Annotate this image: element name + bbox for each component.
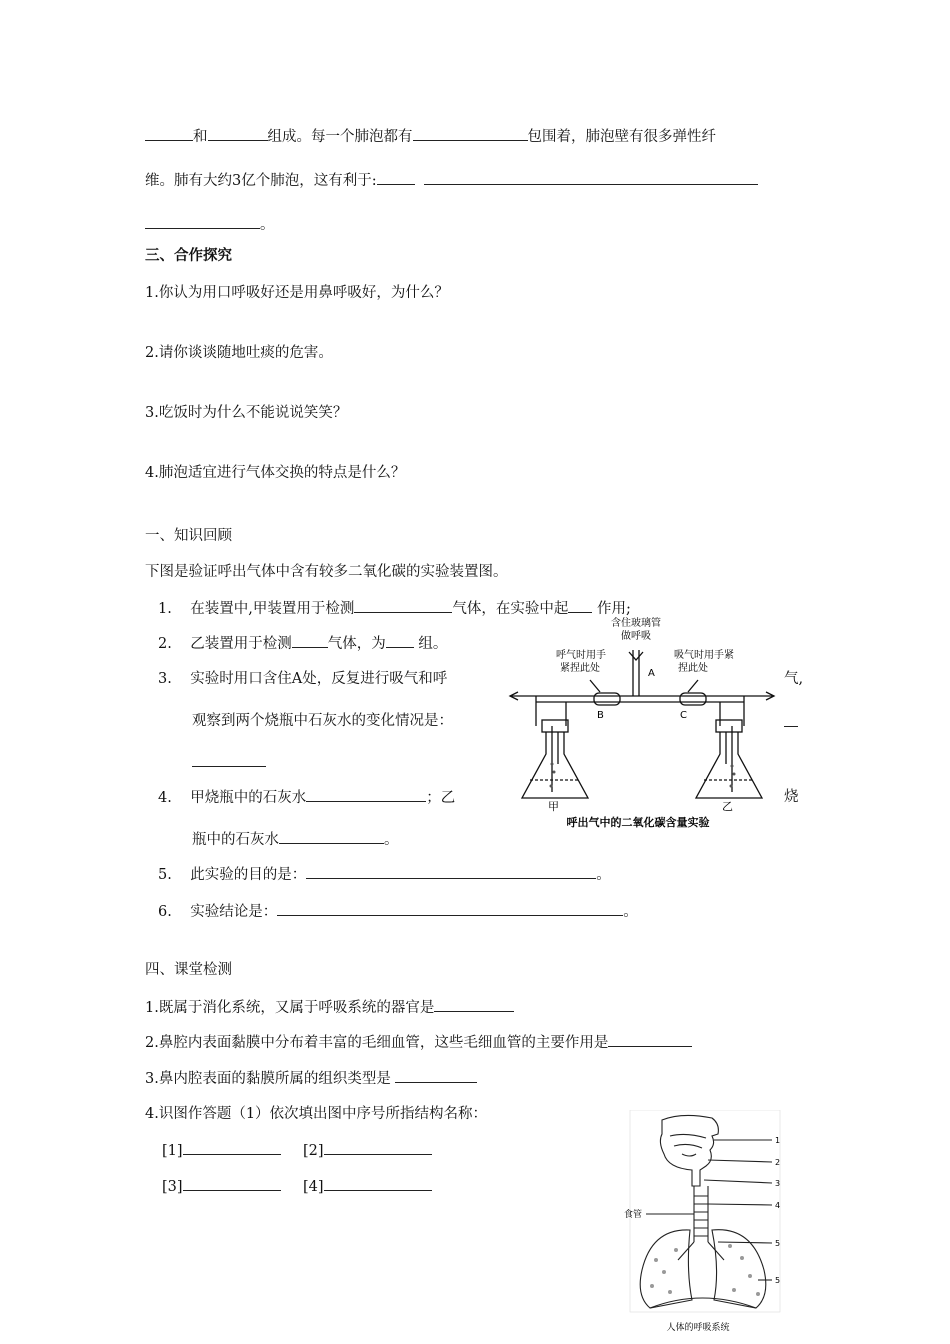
question-4: 4.肺泡适宜进行气体交换的特点是什么？: [145, 465, 406, 481]
text: 瓶中的石灰水: [192, 832, 279, 848]
item-3: [158, 669, 447, 689]
fig-label-jia: 甲: [548, 800, 559, 813]
fig-label-yi: 乙: [722, 800, 733, 813]
blank-row-2: [303, 1140, 432, 1161]
check-q3: [145, 1068, 477, 1089]
label-esophagus: 食管: [624, 1210, 643, 1220]
intro-line-1: [145, 126, 716, 147]
text: 组成。每一个肺泡都有: [267, 129, 413, 145]
text: 甲烧瓶中的石灰水: [190, 790, 307, 806]
blank[interactable]: [145, 126, 193, 141]
fig2-caption: 人体的呼吸系统: [666, 1323, 730, 1333]
fig-number-3: 3: [775, 1179, 781, 1188]
item-3-blank-row: [192, 752, 266, 773]
text: 。: [260, 217, 275, 233]
fig-label-right1: 吸气时用手紧: [674, 650, 734, 661]
blank[interactable]: [306, 787, 426, 802]
item-3-tail: 气,: [784, 671, 804, 687]
blank[interactable]: [145, 214, 260, 229]
fig-number-2: 2: [775, 1158, 781, 1167]
blank-row-3: [162, 1176, 281, 1197]
blank[interactable]: [413, 126, 528, 141]
item-number: 6.: [158, 904, 172, 920]
check-q2: [145, 1032, 692, 1053]
fig-label-left2: 紧捏此处: [560, 663, 600, 674]
text: 在装置中,甲装置用于检测: [190, 601, 355, 617]
text: 。: [623, 904, 638, 920]
fig-label-right2: 捏此处: [678, 663, 708, 674]
question-2: 2.请你谈谈随地吐痰的危害。: [145, 345, 333, 361]
blank[interactable]: [377, 170, 415, 185]
text: 气体，在实验中起: [452, 601, 569, 617]
item-number: 2.: [158, 636, 172, 652]
text: 3.鼻内腔表面的黏膜所属的组织类型是: [145, 1071, 391, 1087]
blank-row-4: [303, 1176, 432, 1197]
text: 1.既属于消化系统，又属于呼吸系统的器官是: [145, 1000, 435, 1016]
item-2: [158, 633, 447, 654]
text: 。: [596, 867, 611, 883]
blank[interactable]: [192, 752, 266, 767]
blank[interactable]: [279, 829, 384, 844]
respiratory-system-figure: [622, 1110, 792, 1338]
fig-label-c: C: [680, 710, 687, 721]
text: 2.鼻腔内表面黏膜中分布着丰富的毛细血管，这些毛细血管的主要作用是: [145, 1035, 609, 1051]
fig-label-top2: 做呼吸: [621, 631, 651, 642]
blank[interactable]: [208, 126, 268, 141]
fig-label-a: A: [648, 668, 655, 679]
label-4: [4]: [303, 1179, 324, 1195]
fig-label-top1: 含住玻璃管: [611, 618, 661, 629]
text: 维。肺有大约3亿个肺泡，这有利于:: [145, 173, 377, 189]
text: 乙装置用于检测: [190, 636, 292, 652]
blank[interactable]: [784, 712, 798, 727]
fig-label-b: B: [597, 710, 604, 721]
item-number: 3.: [158, 671, 172, 687]
intro-line-2: [145, 170, 758, 191]
text: ；乙: [426, 790, 456, 806]
text: 组。: [418, 636, 448, 652]
fig-number-5a: 5: [775, 1239, 781, 1248]
blank[interactable]: [292, 633, 328, 648]
co2-experiment-figure: [508, 614, 780, 830]
section-title-cooperative: 三、合作探究: [145, 247, 232, 264]
question-3: 3.吃饭时为什么不能说说笑笑？: [145, 405, 348, 421]
blank-3[interactable]: [183, 1176, 281, 1191]
check-q1: [145, 997, 514, 1018]
blank[interactable]: [434, 997, 514, 1012]
blank-1[interactable]: [183, 1140, 281, 1155]
text: 和: [193, 129, 208, 145]
fig-number-1: 1: [775, 1136, 781, 1145]
intro-line-3: [145, 214, 275, 235]
blank[interactable]: [395, 1068, 477, 1083]
blank[interactable]: [568, 598, 592, 613]
blank-4[interactable]: [324, 1176, 432, 1191]
blank[interactable]: [386, 633, 414, 648]
item-6: [158, 901, 638, 922]
blank-2[interactable]: [324, 1140, 432, 1155]
text: 。: [384, 832, 399, 848]
text: 包围着，肺泡壁有很多弹性纤: [527, 129, 716, 145]
fig-label-left1: 呼气时用手: [556, 650, 606, 661]
text: 实验结论是：: [190, 904, 278, 920]
fig-number-4: 4: [775, 1201, 781, 1210]
question-1: 1.你认为用口呼吸好还是用鼻呼吸好，为什么？: [145, 285, 449, 301]
blank[interactable]: [608, 1032, 692, 1047]
item-3-line-2: 观察到两个烧瓶中石灰水的变化情况是：: [192, 713, 453, 729]
section-title-review: 一、知识回顾: [145, 528, 232, 544]
item-5: [158, 864, 611, 885]
label-2: [2]: [303, 1143, 324, 1159]
blank-row-1: [162, 1140, 281, 1161]
blank[interactable]: [306, 864, 596, 879]
blank[interactable]: [277, 901, 623, 916]
item-number: 1.: [158, 601, 172, 617]
blank[interactable]: [424, 170, 758, 185]
item-number: 5.: [158, 867, 172, 883]
label-1: [1]: [162, 1143, 183, 1159]
item-4: [158, 787, 455, 808]
text: 气体，为: [327, 636, 386, 652]
fig-number-5b: 5: [775, 1276, 781, 1285]
text: 此实验的目的是：: [190, 867, 307, 883]
item-number: 4.: [158, 790, 172, 806]
item-3-blank-end: [784, 712, 798, 733]
fig-caption: 呼出气中的二氧化碳含量实验: [566, 816, 710, 829]
label-3: [3]: [162, 1179, 183, 1195]
check-q4: 4.识图作答题（1）依次填出图中序号所指结构名称：: [145, 1106, 488, 1122]
item-4-tail: 烧: [784, 789, 799, 805]
item-4-line-2: [192, 829, 399, 850]
blank[interactable]: [354, 598, 452, 613]
section-title-check: 四、课堂检测: [145, 962, 232, 978]
text: 实验时用口含住A处，反复进行吸气和呼: [190, 671, 448, 687]
review-lead: 下图是验证呼出气体中含有较多二氧化碳的实验装置图。: [145, 564, 508, 580]
text: 作用;: [597, 601, 631, 617]
